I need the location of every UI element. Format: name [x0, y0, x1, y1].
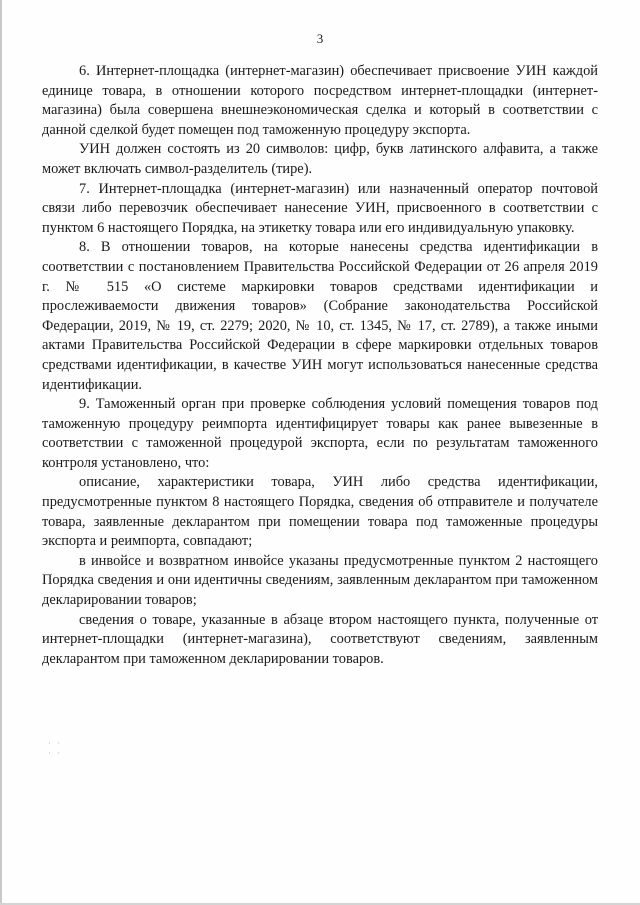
paragraph-6: 6. Интернет-площадка (интернет-магазин) обеспечивает присвоение УИН каждой единице товара, в отношении которого посредством интернет-площадки (интернет-магазина) была совершена внешнеэкономическая сделка и который в соответствии с данной сделкой будет помещен под таможенную процедуру экспорта. [42, 63, 598, 138]
paragraph-9-condition-1: описание, характеристики товара, УИН либо средства идентификации, предусмотренные пунктом 8 настоящего Порядка, сведения об отправителе и получателе товара, заявленные декларантом при помещении товара под таможенные процедуры экспорта и реимпорта, совпадают; [42, 474, 598, 550]
paragraph-7: 7. Интернет-площадка (интернет-магазин) или назначенный оператор почтовой связи либо перевозчик обеспечивает нанесение УИН, присвоенного в соответствии с пунктом 6 настоящего Порядка, на этикетку товара или его индивидуальную упаковку. [42, 180, 598, 236]
scan-artifact: · · · · [48, 738, 63, 758]
paragraph-9-condition-2: в инвойсе и возвратном инвойсе указаны предусмотренные пунктом 2 настоящего Порядка сведения и они идентичны сведениям, заявленным декларантом при таможенном декларировании товаров; [42, 552, 598, 609]
document-body [42, 62, 598, 669]
paragraph-uin-format: УИН должен состоять из 20 символов: цифр, букв латинского алфавита, а также может включать символ-разделитель (тире). [42, 141, 598, 177]
paragraph-9: 9. Таможенный орган при проверке соблюдения условий помещения товаров под таможенную процедуру реимпорта идентифицирует товары как ранее вывезенные в соответствии с таможенной процедурой экспорта, если по результатам таможенного контроля установлено, что: [42, 396, 598, 471]
paragraph-8: 8. В отношении товаров, на которые нанесены средства идентификации в соответствии с постановлением Правительства Российской Федерации от 26 апреля 2019 г. № 515 «О системе маркировки товаров средствами идентификации и прослеживаемости движения товаров» (Собрание законодательства Российской Федерации, 2019, № 19, ст. 2279; 2020, № 10, ст. 1345, № 17, ст. 2789), а также иными актами Правительства Российской Федерации в сфере маркировки отдельных товаров средствами идентификации, в качестве УИН могут использоваться нанесенные средства идентификации. [42, 239, 598, 393]
scan-edge-left [0, 0, 2, 905]
paragraph-9-condition-3: сведения о товаре, указанные в абзаце втором настоящего пункта, полученные от интернет-площадки (интернет-магазина), соответствуют сведениям, заявленным декларантом при таможенном декларировании товаров. [42, 611, 598, 667]
page-number: 3 [316, 31, 324, 46]
